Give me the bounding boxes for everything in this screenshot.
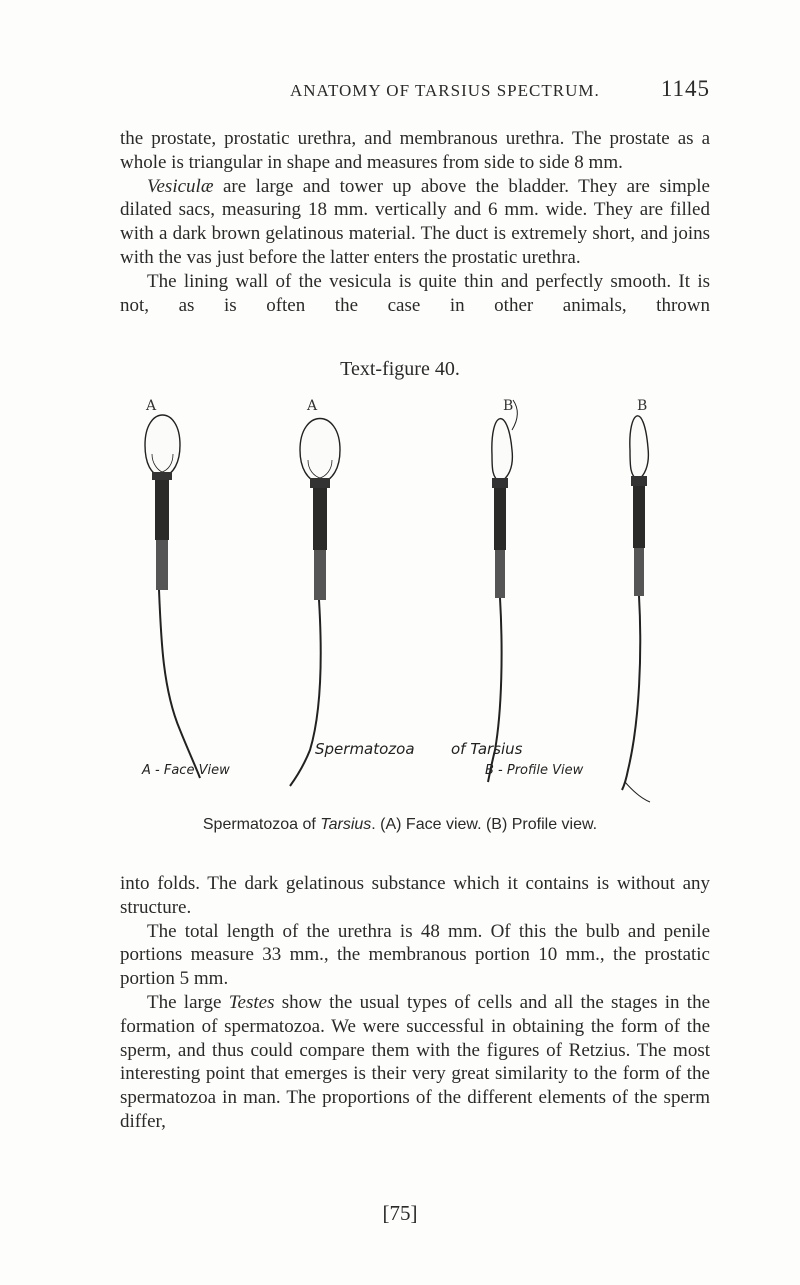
paragraph: The total length of the urethra is 48 mm. Of this the bulb and penile portions measure 33 mm., the membranous portion 10 mm., the prostatic portion 5 mm. [120,920,710,990]
paragraph: The lining wall of the vesicula is quite thin and perfectly smooth. It is not, as is often the case in other animals, thrown [120,270,710,316]
label-spermatozoa: Spermatozoa [315,740,415,758]
paragraph: the prostate, prostatic urethra, and membranous urethra. The prostate as a whole is triangular in shape and measures from side to side 8 mm. [120,128,710,173]
paragraph: The large Testes show the usual types of cells and all the stages in the formation of spermatozoa. We were successful in obtaining the form of the sperm, and thus could compare them with the figures of Retzius. The most interesting point that emerges is their very great similarity to the form of the spermatozoa in man. The proportions of the different elements of the sperm differ, [120,991,710,1132]
body-text-top [120,127,710,317]
label-face-view: A - Face View [142,763,230,778]
label-of-tarsius: of Tarsius [451,740,523,758]
spermatozoa-figure [140,390,720,810]
paragraph: Vesiculæ are large and tower up above the bladder. They are simple dilated sacs, measuring 18 mm. vertically and 6 mm. wide. They are filled with a dark brown gelatinous material. The duct is extremely short, and joins with the vas just before the latter enters the prostatic urethra. [120,175,710,268]
italic-term: Vesiculæ [147,175,214,197]
caption-species: Tarsius [320,816,372,833]
italic-term: Testes [228,991,275,1013]
label-profile-view: B - Profile View [485,763,584,778]
folio: [75] [382,1201,418,1225]
sperm-face-view-2 [290,419,340,787]
running-head: ANATOMY OF TARSIUS SPECTRUM. [290,81,600,100]
body-text-bottom [120,872,710,1134]
sperm-profile-view-2 [622,416,650,802]
paragraph: into folds. The dark gelatinous substance which it contains is without any structure. [120,873,710,918]
page-number: 1145 [660,76,710,101]
figure-letter-b2: B [637,398,648,414]
figure-caption: Spermatozoa of Tarsius. (A) Face view. (B) Profile view. [202,816,598,833]
figure-title: Text-figure 40. [340,358,460,380]
figure-letter-a2: A [307,398,318,414]
sperm-face-view-1 [145,415,200,778]
sperm-profile-view-1 [488,400,517,782]
page-header [290,76,710,106]
figure-letter-b1: B [503,398,514,414]
figure-letter-a1: A [146,398,157,414]
